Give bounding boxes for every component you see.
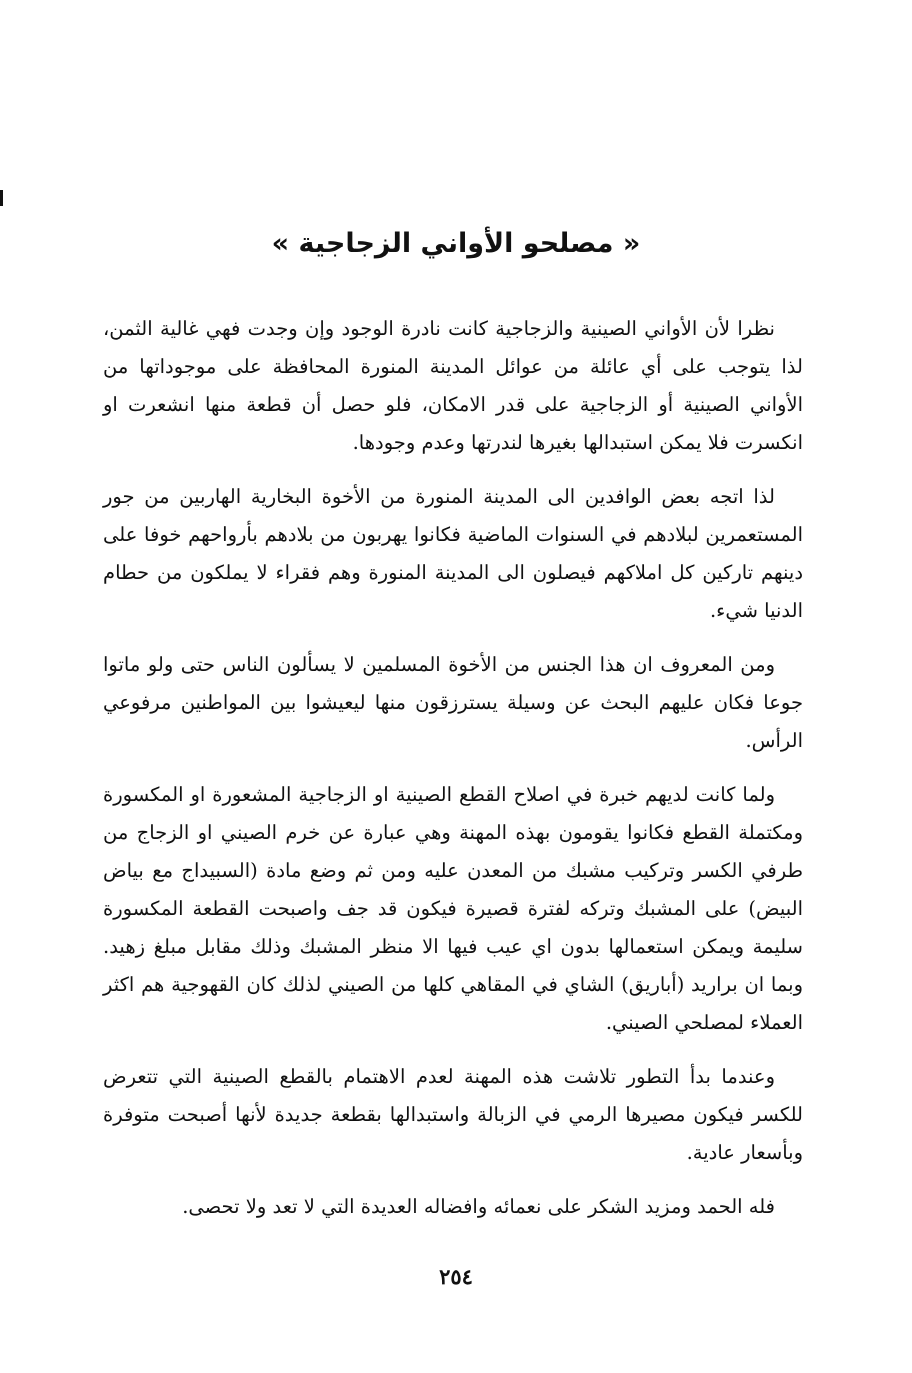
paragraph-3: ومن المعروف ان هذا الجنس من الأخوة المسلمين لا يسألون الناس حتى ولو ماتوا جوعا فكان عليهم البحث عن وسيلة يسترزقون منها ليعيشوا بين المواطنين مرفوعي الرأس. [103,653,803,752]
paragraph-5: وعندما بدأ التطور تلاشت هذه المهنة لعدم الاهتمام بالقطع الصينية التي تتعرض للكسر فيكون مصيرها الرمي في الزبالة واستبدالها بقطعة جديدة لأنها أصبحت متوفرة وبأسعار عادية. [103,1065,803,1164]
chapter-body [103,310,803,1242]
chapter-title: « مصلحو الأواني الزجاجية » [271,228,641,259]
paragraph-1: نظرا لأن الأواني الصينية والزجاجية كانت نادرة الوجود وإن وجدت فهي غالية الثمن، لذا يتوجب على أي عائلة من عوائل المدينة المنورة المحافظة على موجوداتها من الأواني الصينية أو الزجاجية على قدر الامكان، فلو حصل أن قطعة منها انشعرت او انكسرت فلا يمكن استبدالها بغيرها لندرتها وعدم وجودها. [103,317,803,454]
paragraph-6: فله الحمد ومزيد الشكر على نعمائه وافضاله العديدة التي لا تعد ولا تحصى. [182,1195,775,1218]
page-edge-mark [0,190,3,206]
page-number: ٢٥٤ [439,1264,473,1289]
paragraph-4: ولما كانت لديهم خبرة في اصلاح القطع الصينية او الزجاجية المشعورة او المكسورة ومكتملة القطع فكانوا يقومون بهذه المهنة وهي عبارة عن خرم الصيني او الزجاج من طرفي الكسر وتركيب مشبك من المعدن عليه ومن ثم وضع مادة (السبيداج مع بياض البيض) على المشبك وتركه لفترة قصيرة فيكون قد جف واصبحت القطعة المكسورة سليمة ويمكن استعمالها بدون اي عيب فيها الا منظر المشبك وذلك مقابل مبلغ زهيد. وبما ان براريد (أباريق) الشاي في المقاهي كلها من الصيني لذلك كان القهوجية هم اكثر العملاء لمصلحي الصيني. [103,783,803,1034]
paragraph-2: لذا اتجه بعض الوافدين الى المدينة المنورة من الأخوة البخارية الهاربين من جور المستعمرين لبلادهم في السنوات الماضية فكانوا يهربون من بلادهم بأرواحهم خوفا على دينهم تاركين كل املاكهم فيصلون الى المدينة المنورة وهم فقراء لا يملكون من حطام الدنيا شيء. [103,485,803,622]
